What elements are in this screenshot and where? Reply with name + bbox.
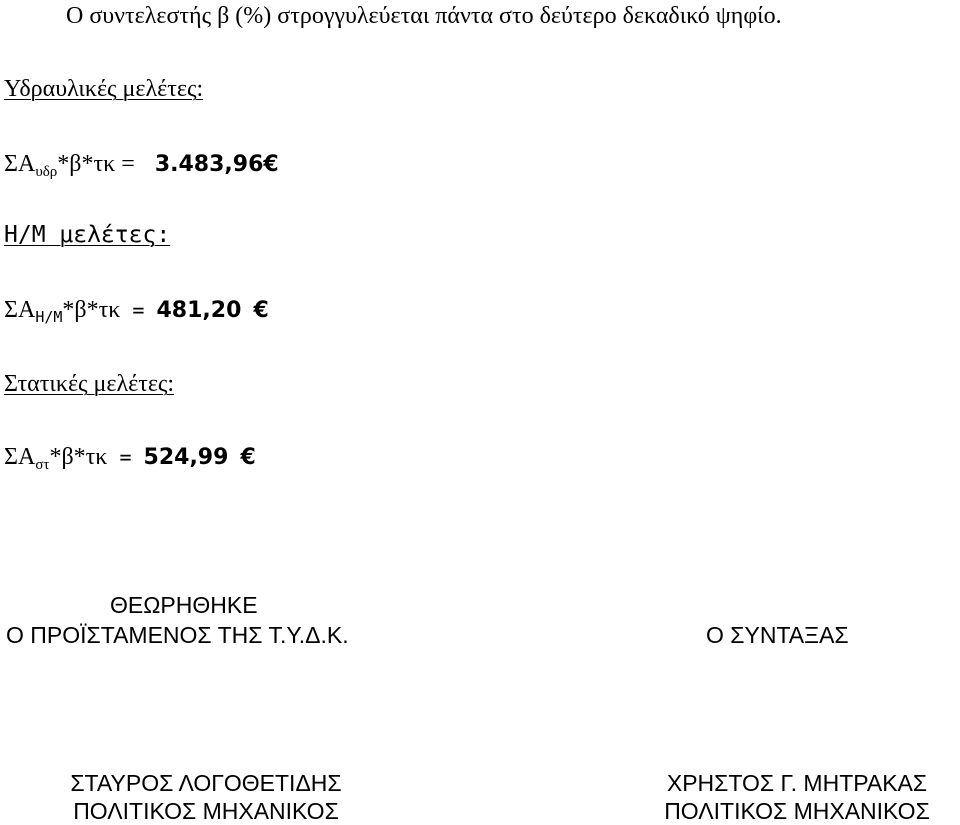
formula-symbol: ΣΑ (4, 151, 36, 177)
formula-symbol: ΣΑ (4, 297, 36, 323)
left-signatory-name: ΣΤΑΥΡΟΣ ΛΟΓΟΘΕΤΙΔΗΣ (70, 770, 342, 796)
formula-equals: = (132, 298, 145, 322)
hydraulic-studies-value: 3.483,96 (154, 152, 264, 177)
right-signature-block (636, 770, 958, 825)
reviewed-label: ΘΕΩΡΗΘΗΚΕ (110, 592, 258, 618)
formula-suffix-greek: *β*τκ (62, 297, 121, 323)
left-signatory-role: ΠΟΛΙΤΙΚΟΣ ΜΗΧΑΝΙΚΟΣ (73, 797, 339, 824)
currency-symbol: € (240, 445, 256, 470)
currency-symbol: € (263, 152, 279, 177)
formula-symbol: ΣΑ (4, 444, 36, 470)
formula-subscript: στ (35, 457, 50, 473)
formula-equals: = (119, 445, 132, 469)
structural-studies-heading: Στατικές μελέτες: (4, 371, 175, 397)
right-signatory-role: ΠΟΛΙΤΙΚΟΣ ΜΗΧΑΝΙΚΟΣ (664, 797, 930, 824)
left-signature-block (46, 770, 366, 825)
structural-studies-formula (4, 445, 256, 473)
hydraulic-studies-formula (4, 152, 279, 180)
structural-studies-value: 524,99 (143, 445, 229, 470)
formula-subscript: υδρ (35, 164, 58, 180)
currency-symbol: € (253, 298, 269, 323)
electromechanical-studies-value: 481,20 (156, 298, 242, 323)
author-title: Ο ΣΥΝΤΑΞΑΣ (706, 622, 849, 648)
formula-suffix: *β*τκ = (57, 151, 135, 177)
formula-subscript: Η/Μ (35, 308, 63, 326)
electromechanical-studies-heading: Η/Μ μελέτες: (4, 222, 171, 248)
right-signatory-name: ΧΡΗΣΤΟΣ Γ. ΜΗΤΡΑΚΑΣ (666, 770, 928, 796)
hydraulic-studies-heading: Υδραυλικές μελέτες: (4, 76, 204, 102)
rounding-note: Ο συντελεστής β (%) στρογγυλεύεται πάντα στο δεύτερο δεκαδικό ψηφίο. (66, 3, 782, 29)
electromechanical-studies-formula (4, 298, 269, 325)
formula-suffix-greek: *β*τκ (49, 444, 108, 470)
head-of-department-title: Ο ΠΡΟΪΣΤΑΜΕΝΟΣ ΤΗΣ Τ.Υ.Δ.Κ. (6, 622, 349, 648)
